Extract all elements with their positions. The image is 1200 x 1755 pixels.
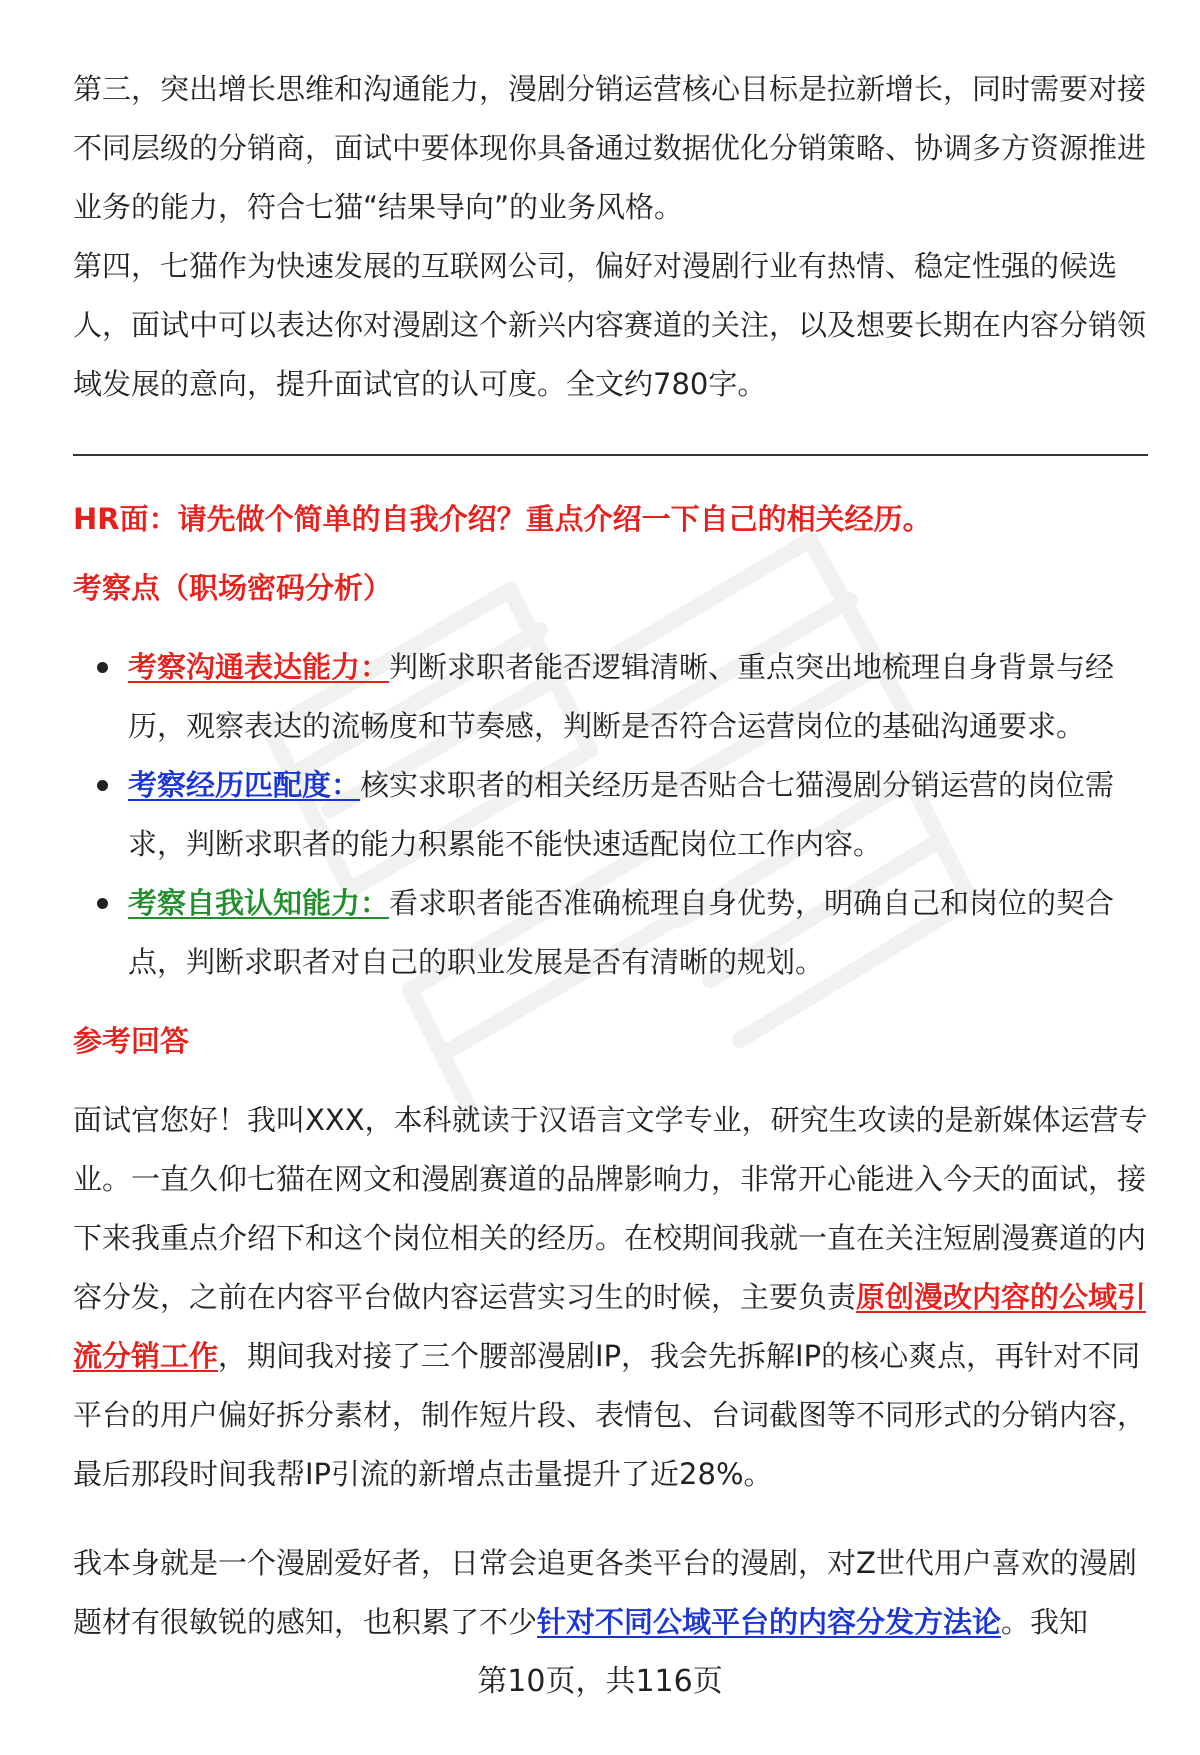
answer-highlight: 针对不同公域平台的内容分发方法论 [537, 1605, 1002, 1639]
assessment-points-list [73, 638, 1148, 992]
point-text: 看求职者能否准确梳理自身优势，明确自己和岗位的契合点，判断求职者对自己的职业发展是否有清晰的规划。 [128, 886, 1115, 979]
answer-section [73, 1091, 1148, 1652]
assessment-point [73, 756, 1148, 874]
point-label: 考察经历匹配度： [128, 768, 361, 802]
page-number-footer: 第10页，共116页 [477, 1664, 723, 1699]
point-text: 判断求职者能否逻辑清晰、重点突出地梳理自身背景与经历，观察表达的流畅度和节奏感，判断是否符合运营岗位的基础沟通要求。 [128, 650, 1115, 743]
document-page [73, 60, 1148, 1682]
assessment-point [73, 638, 1148, 756]
points-heading: 考察点（职场密码分析） [73, 571, 393, 605]
answer-paragraph-1 [73, 1091, 1148, 1504]
answer-paragraph-2 [73, 1534, 1148, 1652]
answer-text: 面试官您好！我叫XXX，本科就读于汉语言文学专业，研究生攻读的是新媒体运营专业。一直久仰七猫在网文和漫剧赛道的品牌影响力，非常开心能进入今天的面试，接下来我重点介绍下和这个岗位相关的经历。在校期间我就一直在关注短剧漫赛道的内容分发，之前在内容平台做内容运营实习生的时候，主要负责 [73, 1103, 1148, 1314]
bullet-dot-icon [97, 662, 108, 673]
answer-text: 我本身就是一个漫剧爱好者，日常会追更各类平台的漫剧，对Z世代用户喜欢的漫剧题材有很敏锐的感知，也积累了不少 [73, 1546, 1137, 1639]
intro-paragraph-3: 第三，突出增长思维和沟通能力，漫剧分销运营核心目标是拉新增长，同时需要对接不同层级的分销商，面试中要体现你具备通过数据优化分销策略、协调多方资源推进业务的能力，符合七猫“结果导向”的业务风格。 [73, 72, 1147, 224]
assessment-point [73, 874, 1148, 992]
point-text: 核实求职者的相关经历是否贴合七猫漫剧分销运营的岗位需求，判断求职者的能力积累能不能快速适配岗位工作内容。 [128, 768, 1115, 861]
point-label: 考察沟通表达能力： [128, 650, 390, 684]
question-title: HR面：请先做个简单的自我介绍？重点介绍一下自己的相关经历。 [73, 502, 932, 536]
point-label: 考察自我认知能力： [128, 886, 390, 920]
answer-heading: 参考回答 [73, 1024, 190, 1058]
bullet-dot-icon [97, 898, 108, 909]
answer-highlight: 原创漫改内容的公域引流分销工作 [73, 1280, 1147, 1373]
intro-section [73, 60, 1148, 414]
intro-paragraph-4: 第四，七猫作为快速发展的互联网公司，偏好对漫剧行业有热情、稳定性强的候选人，面试中可以表达你对漫剧这个新兴内容赛道的关注，以及想要长期在内容分销领域发展的意向，提升面试官的认可度。全文约780字。 [73, 249, 1147, 401]
bullet-dot-icon [97, 780, 108, 791]
answer-text: ，期间我对接了三个腰部漫剧IP，我会先拆解IP的核心爽点，再针对不同平台的用户偏好拆分素材，制作短片段、表情包、台词截图等不同形式的分销内容，最后那段时间我帮IP引流的新增点击量提升了近28%。 [73, 1339, 1147, 1491]
answer-text: 。我知 [1001, 1605, 1089, 1639]
section-divider [73, 454, 1148, 456]
